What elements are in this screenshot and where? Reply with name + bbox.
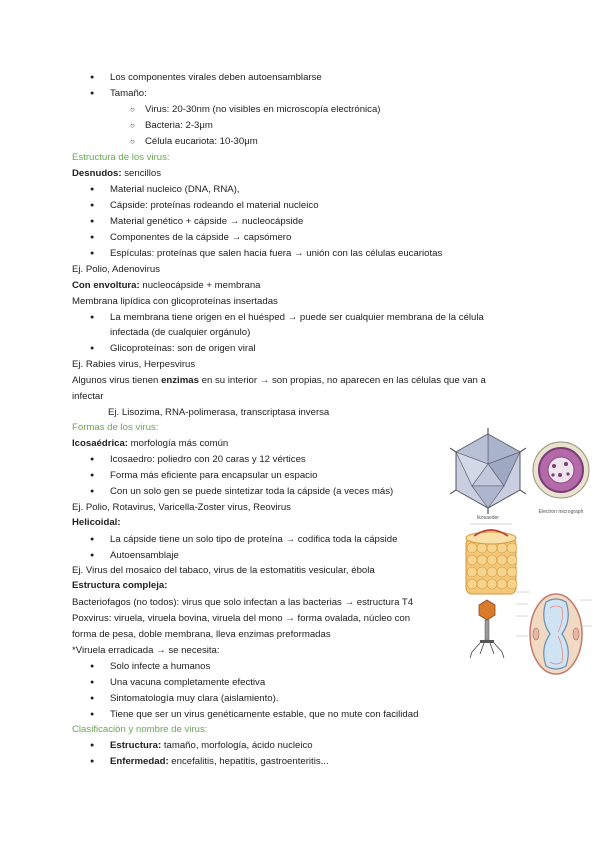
list-item: Virus: 20-30nm (no visibles en microscopía electrónica) xyxy=(145,104,381,115)
list-item-cont: infectada (de cualquier orgánulo) xyxy=(110,327,251,338)
text: Algunos virus tienen xyxy=(72,375,162,386)
list-item: Autoensamblaje xyxy=(110,550,179,561)
list-item: Célula eucariota: 10-30μm xyxy=(145,136,258,147)
example: Ej. Rabies virus, Herpesvirus xyxy=(72,359,196,370)
list-item: Tiene que ser un virus genéticamente estable, que no mute con facilidad xyxy=(110,709,419,720)
paragraph: forma de pesa, doble membrana, lleva enzimas preformadas xyxy=(72,629,331,640)
list-item: Solo infecte a humanos xyxy=(110,661,211,672)
term: Enfermedad: xyxy=(110,756,169,767)
term: enzimas xyxy=(161,375,199,386)
list-item: Cápside: proteínas rodeando el material nucleico xyxy=(110,200,319,211)
example: Ej. Polio, Adenovirus xyxy=(72,264,160,275)
text: nucleocápside + membrana xyxy=(139,280,261,291)
list-item: Espículas: proteínas que salen hacia fuera → unión con las células eucariotas xyxy=(110,248,443,259)
example: Ej. Virus del mosaico del tabaco, virus de la estomatitis vesicular, ébola xyxy=(72,565,375,576)
list-item: Los componentes virales deben autoensamblarse xyxy=(110,72,322,83)
term: Helicoidal: xyxy=(72,517,121,528)
list-item: Una vacuna completamente efectiva xyxy=(110,677,266,688)
list-item: Bacteria: 2-3μm xyxy=(145,120,213,131)
list-item: Material nucleico (DNA, RNA), xyxy=(110,184,240,195)
section-heading: Estructura de los virus: xyxy=(72,152,170,163)
text: tamaño, morfología, ácido nucleico xyxy=(161,740,313,751)
list-item: La cápside tiene un solo tipo de proteína → codifica toda la cápside xyxy=(110,534,398,545)
figure-caption: Ikosaeder xyxy=(477,515,499,520)
term: Estructura compleja: xyxy=(72,580,168,591)
micrograph-figure xyxy=(530,428,592,520)
bacteriophage-figure xyxy=(462,596,512,662)
term: Con envoltura: xyxy=(72,280,140,291)
list-item: Material genético + cápside → nucleocápside xyxy=(110,216,304,227)
text: sencillos xyxy=(121,168,162,179)
list-item: Sintomatología muy clara (aislamiento). xyxy=(110,693,279,704)
term: Estructura: xyxy=(110,740,162,751)
paragraph xyxy=(72,438,228,450)
poxvirus-figure xyxy=(514,586,594,678)
paragraph xyxy=(72,280,261,292)
section-heading: Formas de los virus: xyxy=(72,422,159,433)
example: Ej. Lisozima, RNA-polimerasa, transcriptasa inversa xyxy=(108,407,330,418)
list-item: Tamaño: xyxy=(110,88,147,99)
icosahedron-figure xyxy=(448,428,528,520)
list-item: Con un solo gen se puede sintetizar toda la cápside (a veces más) xyxy=(110,486,394,497)
paragraph: Bacteriofagos (no todos): virus que solo infectan a las bacterias → estructura T4 xyxy=(72,597,414,608)
list-item: La membrana tiene origen en el huésped → puede ser cualquier membrana de la célula xyxy=(110,312,484,323)
text: morfología más común xyxy=(128,438,229,449)
term: Desnudos: xyxy=(72,168,122,179)
list-item xyxy=(110,756,329,768)
helical-capsid-figure xyxy=(460,520,522,596)
section-heading: Clasificación y nombre de virus: xyxy=(72,724,208,735)
list-item xyxy=(110,740,313,752)
paragraph xyxy=(72,168,161,180)
example: Ej. Polio, Rotavirus, Varicella-Zoster virus, Reovirus xyxy=(72,502,291,513)
paragraph: Poxvirus: viruela, viruela bovina, viruela del mono → forma ovalada, núcleo con xyxy=(72,613,411,624)
paragraph-cont: infectar xyxy=(72,391,104,402)
paragraph: Membrana lipídica con glicoproteínas insertadas xyxy=(72,296,278,307)
term: Icosaédrica: xyxy=(72,438,128,449)
text: en su interior → son propias, no aparecen en las células que van a xyxy=(198,375,486,386)
paragraph: *Viruela erradicada → se necesita: xyxy=(72,645,220,656)
list-item: Forma más eficiente para encapsular un espacio xyxy=(110,470,318,481)
list-item: Glicoproteínas: son de origen viral xyxy=(110,343,256,354)
paragraph xyxy=(72,375,486,387)
list-item: Componentes de la cápside → capsómero xyxy=(110,232,292,243)
list-item: Icosaedro: poliedro con 20 caras y 12 vértices xyxy=(110,454,306,465)
figure-caption: Electron micrograph xyxy=(538,509,584,515)
text: encefalitis, hepatitis, gastroenteritis... xyxy=(168,756,329,767)
